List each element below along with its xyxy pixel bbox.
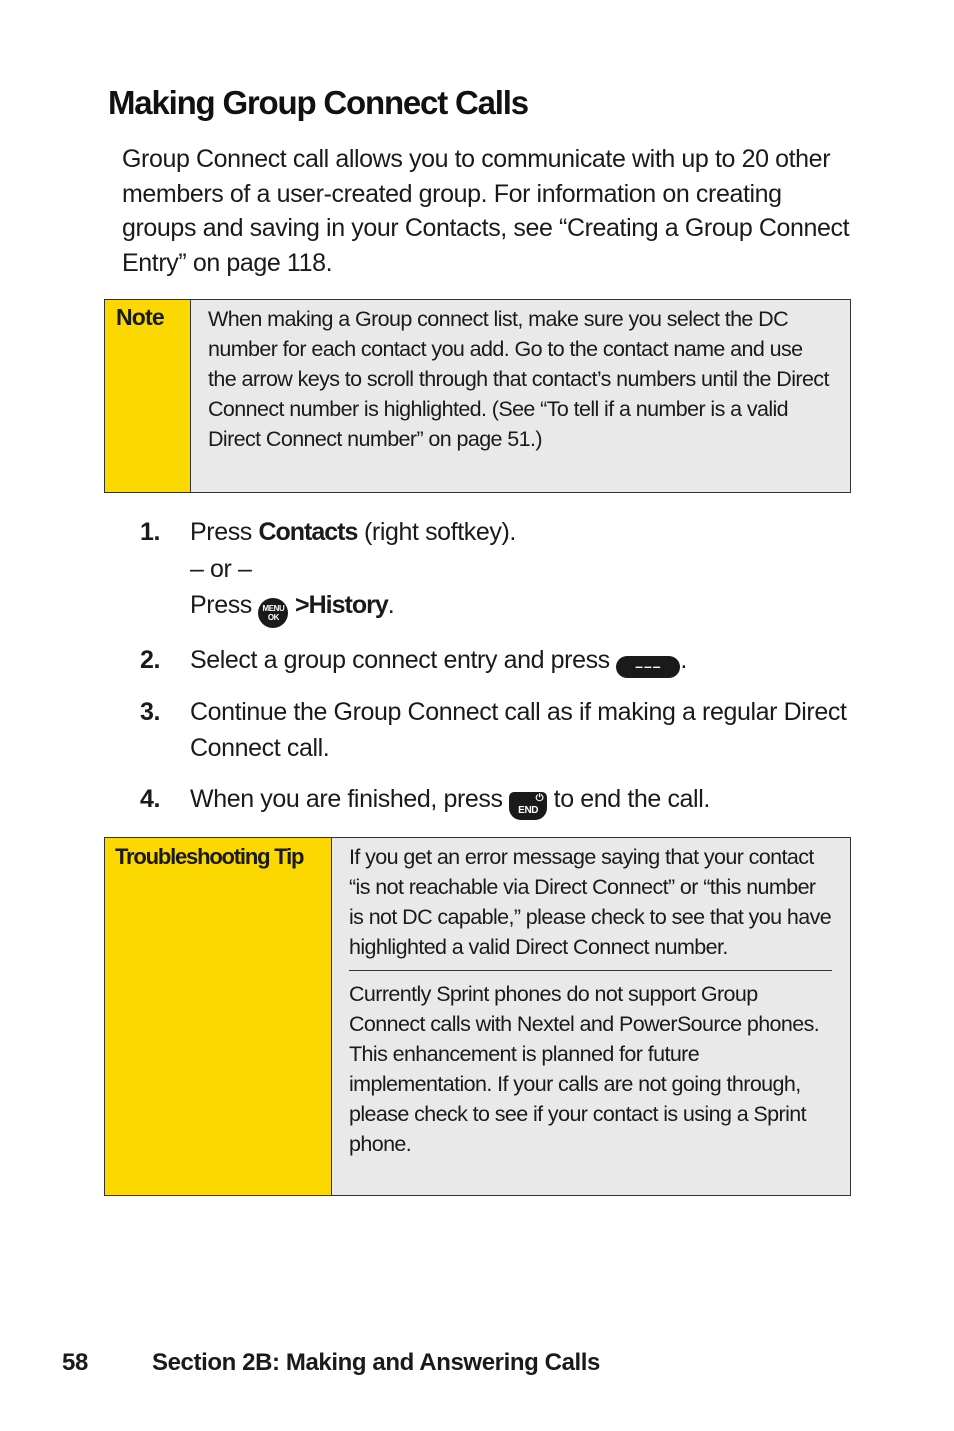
step-1: [140, 514, 860, 628]
tip-label: Troubleshooting Tip: [105, 838, 332, 1195]
power-symbol-icon: ⏻: [535, 792, 544, 804]
step-1-line-3: [190, 587, 860, 628]
end-key-icon: [509, 792, 547, 820]
step-number: 1.: [140, 518, 161, 546]
step-number: 3.: [140, 697, 161, 726]
note-box: [104, 299, 851, 493]
step-text: When you are finished, press: [190, 784, 510, 813]
step-3: [140, 694, 860, 767]
chevron-right-icon: >: [295, 591, 309, 619]
steps-list: [140, 514, 860, 820]
step-text: .: [387, 591, 395, 619]
page-number: 58: [62, 1349, 88, 1376]
step-number: 4.: [140, 784, 161, 813]
step-text: .: [680, 646, 687, 674]
history-menu-label: History: [308, 591, 388, 619]
step-1-line-1: [190, 514, 860, 551]
menu-key-bottom-text: OK: [267, 613, 280, 622]
step-text: to end the call.: [547, 784, 710, 813]
page-footer: [62, 1349, 600, 1377]
step-text: (right softkey).: [357, 518, 516, 546]
note-text: When making a Group connect list, make sure you select the DC number for each contact you add. Go to the contact name and use the arrow keys to scroll through that contact’s numbers until the Direct Connect number is highlighted. (See “To tell if a number is a valid Direct Connect number” on page 51.): [208, 307, 829, 451]
tip-content: [332, 838, 850, 1195]
step-text: Continue the Group Connect call as if making a regular Direct Connect call.: [190, 697, 847, 762]
step-text: Press: [190, 591, 259, 619]
direct-connect-key-icon: –––: [616, 656, 680, 678]
step-1-or: – or –: [190, 554, 252, 583]
step-number: 2.: [140, 646, 161, 674]
step-4: [140, 781, 860, 820]
section-title: Section 2B: Making and Answering Calls: [152, 1349, 600, 1376]
intro-paragraph: Group Connect call allows you to communicate with up to 20 other members of a user-created group. For information on creating groups and saving in your Contacts, see “Creating a Group Connect Entry” on page 118.: [122, 145, 850, 277]
end-key-label: END: [518, 804, 539, 816]
note-label: Note: [105, 300, 191, 492]
troubleshooting-tip-box: [104, 837, 851, 1196]
tip-paragraph-2: Currently Sprint phones do not support Group Connect calls with Nextel and PowerSource phones. This enhancement is planned for future implementation. If your calls are not going through, please check to see if your contact is using a Sprint phone.: [349, 982, 820, 1156]
page-title: Making Group Connect Calls: [108, 84, 528, 121]
step-text: Select a group connect entry and press: [190, 646, 617, 674]
menu-ok-key-icon: [258, 598, 288, 628]
contacts-softkey-label: Contacts: [258, 518, 358, 546]
step-2: [140, 642, 860, 679]
step-text: Press: [190, 518, 259, 546]
tip-paragraph-1: If you get an error message saying that your contact “is not reachable via Direct Connect” or “this number is not DC capable,” please check to see that you have highlighted a valid Direct Connect number.: [349, 842, 832, 971]
menu-key-top-text: MENU: [262, 604, 285, 613]
